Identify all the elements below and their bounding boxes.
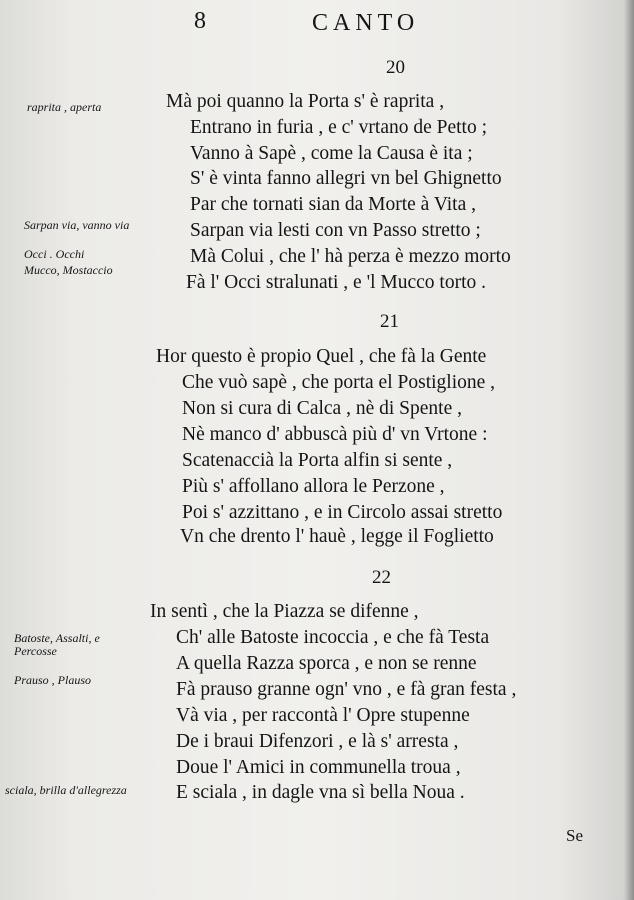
verse-line: Hor questo è propio Quel , che fà la Gente	[156, 346, 487, 367]
verse-line: Sarpan via lesti con vn Passo stretto ;	[190, 220, 481, 241]
verse-line: Doue l' Amici in communella troua ,	[176, 757, 461, 778]
verse-line: Vn che drento l' hauè , legge il Foglietto	[180, 526, 494, 547]
margin-gloss: raprita , aperta	[27, 100, 102, 114]
margin-gloss: Sarpan via, vanno via	[24, 218, 130, 232]
page-edge-shadow	[624, 0, 634, 900]
verse-line: Nè manco d' abbuscà più d' vn Vrtone :	[182, 424, 488, 445]
stanza-number: 21	[380, 311, 399, 332]
margin-gloss: Mucco, Mostaccio	[24, 263, 113, 277]
running-title: CANTO	[312, 10, 420, 36]
verse-line: Che vuò sapè , che porta el Postiglione ,	[182, 372, 496, 393]
verse-line: Mà poi quanno la Porta s' è raprita ,	[166, 91, 445, 112]
stanza-number: 20	[386, 57, 405, 78]
stanza-number: 22	[372, 567, 391, 588]
verse-line: In sentì , che la Piazza se difenne ,	[150, 601, 419, 622]
margin-gloss: Occi . Occhi	[24, 247, 85, 261]
catchword: Se	[566, 826, 583, 845]
verse-line: Fà prauso granne ogn' vno , e fà gran festa ,	[176, 679, 517, 700]
verse-line: Par che tornati sian da Morte à Vita ,	[190, 194, 477, 215]
verse-line: S' è vinta fanno allegri vn bel Ghignetto	[190, 168, 502, 189]
verse-line: Scatenaccià la Porta alfin si sente ,	[182, 450, 453, 471]
verse-line: Poi s' azzittano , e in Circolo assai stretto	[182, 502, 503, 523]
page-header	[0, 8, 634, 42]
verse-line: Più s' affollano allora le Perzone ,	[182, 476, 445, 497]
margin-gloss: sciala, brilla d'allegrezza	[5, 783, 127, 797]
verse-line: Non si cura di Calca , nè di Spente ,	[182, 398, 462, 419]
verse-line: E sciala , in dagle vna sì bella Noua .	[176, 782, 465, 803]
verse-line: Ch' alle Batoste incoccia , e che fà Testa	[176, 627, 490, 648]
verse-line: Fà l' Occi stralunati , e 'l Mucco torto .	[186, 272, 486, 293]
verse-line: A quella Razza sporca , e non se renne	[176, 653, 477, 674]
verse-line: De i braui Difenzori , e là s' arresta ,	[176, 731, 459, 752]
page-number: 8	[194, 8, 206, 34]
verse-line: Mà Colui , che l' hà perza è mezzo morto	[190, 246, 511, 267]
verse-line: Và via , per raccontà l' Opre stupenne	[176, 705, 470, 726]
verse-line: Vanno à Sapè , come la Causa è ita ;	[190, 143, 473, 164]
margin-gloss: Prauso , Plauso	[14, 673, 92, 687]
margin-gloss: Batoste, Assalti, e Percosse	[14, 631, 100, 658]
verse-line: Entrano in furia , e c' vrtano de Petto ;	[190, 117, 488, 138]
